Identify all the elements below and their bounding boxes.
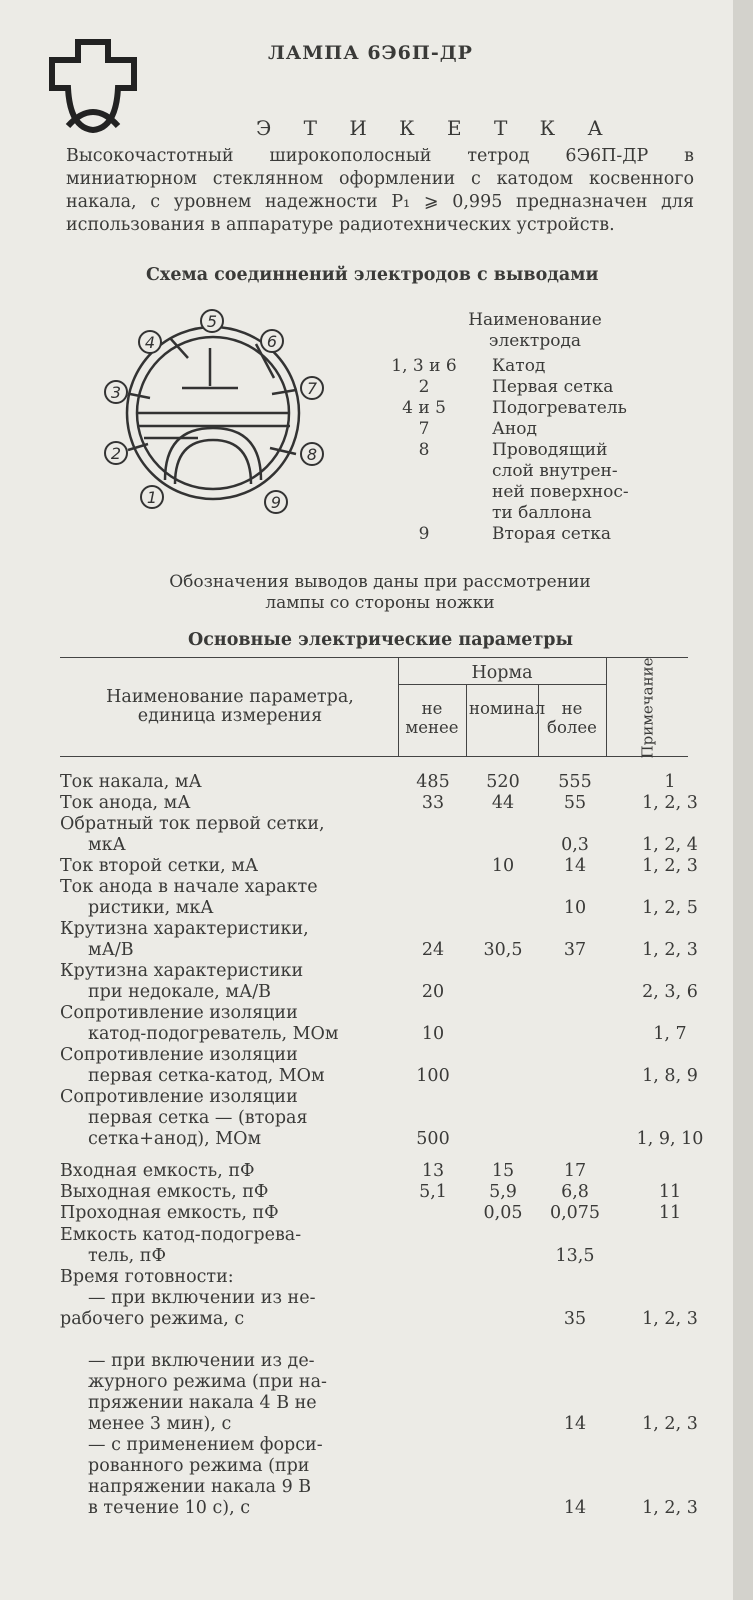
quality-mark-logo	[44, 38, 142, 138]
legend-pins: 1, 3 и 6	[391, 356, 457, 376]
header-note-text: Примечание	[638, 657, 657, 759]
pin-label-6: 6	[266, 332, 278, 351]
nominal-value: 10	[491, 856, 515, 876]
note-value: 1, 2, 4	[642, 835, 698, 855]
header-param-name: Наименование параметра, единица измерения	[106, 687, 354, 726]
param-name-line: первая сетка-катод, МОм	[88, 1066, 325, 1086]
param-name	[60, 793, 191, 814]
note-value: 1, 2, 3	[642, 1414, 698, 1434]
nominal-value: 15	[491, 1161, 515, 1181]
param-name-line: — при включении из не-	[88, 1288, 316, 1308]
header-nom: номинал	[469, 699, 546, 718]
param-name-line: рабочего режима, с	[60, 1309, 245, 1329]
param-name-line: мА/В	[88, 940, 134, 960]
param-name	[60, 814, 325, 856]
table-top-rule	[60, 657, 688, 658]
param-name-line: напряжении накала 9 В	[88, 1477, 312, 1497]
param-name-line: Ток анода в начале характе	[60, 877, 318, 897]
table-col-divider	[466, 684, 467, 756]
param-name	[60, 1351, 327, 1435]
param-name	[60, 1087, 308, 1150]
legend-pins: 7	[418, 419, 430, 439]
legend-electrode: Подогреватель	[492, 398, 627, 418]
param-name	[60, 1161, 255, 1182]
document-title: ЛАМПА 6Э6П-ДР	[268, 42, 473, 64]
param-name-line: в течение 10 с), с	[88, 1498, 251, 1518]
legend-electrode-line: слой внутрен-	[492, 461, 618, 481]
pin-label-2: 2	[110, 444, 122, 463]
note-value: 11	[658, 1203, 682, 1223]
param-name-line: Обратный ток первой сетки,	[60, 814, 325, 834]
param-name	[60, 1203, 279, 1224]
pin-label-3: 3	[110, 383, 122, 402]
param-name-line: сетка+анод), МОм	[88, 1129, 262, 1149]
max-value: 0,3	[561, 835, 589, 855]
pin-label-4: 4	[144, 333, 156, 352]
note-value: 2, 3, 6	[642, 982, 698, 1002]
param-name-line: Выходная емкость, пФ	[60, 1182, 269, 1202]
param-name-line: Ток накала, мА	[60, 772, 202, 792]
note-value: 1, 2, 5	[642, 898, 698, 918]
min-value: 20	[421, 982, 445, 1002]
note-value: 11	[658, 1182, 682, 1202]
param-name-line: Емкость катод-подогрева-	[60, 1225, 302, 1245]
note-value: 1, 2, 3	[642, 793, 698, 813]
note-value: 1, 8, 9	[642, 1066, 698, 1086]
legend-electrode: Анод	[492, 419, 537, 439]
param-name-line: мкА	[88, 835, 126, 855]
note-value: 1, 9, 10	[636, 1129, 704, 1149]
param-name-line: Сопротивление изоляции	[60, 1087, 298, 1107]
note-value: 1, 2, 3	[642, 1309, 698, 1329]
param-name-line: менее 3 мин), с	[88, 1414, 232, 1434]
param-name	[60, 1435, 323, 1519]
min-value: 13	[421, 1161, 445, 1181]
param-name	[60, 1003, 339, 1045]
param-name-line: — с применением форси-	[88, 1435, 323, 1455]
param-name-line: Крутизна характеристики	[60, 961, 304, 981]
header-min: не менее	[405, 699, 459, 737]
param-name	[60, 1267, 315, 1330]
description-paragraph: Высокочастотный широкополосный тетрод 6Э6П-ДР в миниатюрном стеклянном оформлении с катодом косвенного накала, с уровнем надежности P₁ ⩾ 0,995 предназначен для использования в аппаратуре радиотехнических устройств.	[66, 146, 694, 235]
max-value: 14	[563, 1414, 587, 1434]
max-value: 35	[563, 1309, 587, 1329]
param-name-line: тель, пФ	[88, 1246, 166, 1266]
header-max: не более	[547, 699, 597, 737]
note-value: 1, 2, 3	[642, 940, 698, 960]
param-name	[60, 1225, 301, 1267]
nominal-value: 5,9	[489, 1182, 517, 1202]
nominal-value: 44	[491, 793, 515, 813]
param-name	[60, 772, 202, 793]
note-value: 1	[664, 772, 676, 792]
param-name-line: — при включении из де-	[88, 1351, 315, 1371]
header-note	[618, 657, 678, 759]
param-name	[60, 1182, 268, 1203]
table-col-divider	[538, 684, 539, 756]
note-value: 1, 2, 3	[642, 1498, 698, 1518]
param-name-line: Ток анода, мА	[60, 793, 191, 813]
min-value: 33	[421, 793, 445, 813]
min-value: 100	[416, 1066, 450, 1086]
legend-electrode: Катод	[492, 356, 546, 376]
header-norma: Норма	[471, 663, 533, 683]
legend-pins: 8	[418, 440, 430, 460]
param-name-line: пряжении накала 4 В не	[88, 1393, 317, 1413]
param-name-line: первая сетка — (вторая	[88, 1108, 308, 1128]
pin-orientation-note: Обозначения выводов даны при рассмотрении лампы со стороны ножки	[169, 572, 591, 613]
legend-heading: Наименование электрода	[468, 310, 602, 351]
param-name-line: Время готовности:	[60, 1267, 234, 1287]
table-header-rule	[60, 756, 688, 757]
max-value: 55	[563, 793, 587, 813]
legend-electrode: Вторая сетка	[492, 524, 612, 544]
nominal-value: 520	[486, 772, 520, 792]
min-value: 10	[421, 1024, 445, 1044]
param-name-line: Сопротивление изоляции	[60, 1045, 298, 1065]
max-value: 37	[563, 940, 587, 960]
legend-electrode-line: Проводящий	[492, 440, 608, 460]
max-value: 14	[563, 856, 587, 876]
param-name-line: журного режима (при на-	[88, 1372, 327, 1392]
max-value: 13,5	[555, 1246, 595, 1266]
max-value: 14	[563, 1498, 587, 1518]
min-value: 5,1	[419, 1182, 447, 1202]
max-value: 17	[563, 1161, 587, 1181]
param-name-line: ристики, мкА	[88, 898, 214, 918]
pin-label-7: 7	[306, 379, 318, 398]
pin-label-1: 1	[146, 488, 158, 507]
param-name	[60, 1045, 325, 1087]
nominal-value: 30,5	[483, 940, 523, 960]
param-name-line: Ток второй сетки, мА	[60, 856, 259, 876]
param-name-line: Крутизна характеристики,	[60, 919, 309, 939]
note-value: 1, 2, 3	[642, 856, 698, 876]
legend-pins: 2	[418, 377, 430, 397]
nominal-value: 0,05	[483, 1203, 523, 1223]
legend-electrode: Первая сетка	[492, 377, 614, 397]
norma-rule	[398, 684, 606, 685]
max-value: 0,075	[549, 1203, 601, 1223]
min-value: 500	[416, 1129, 450, 1149]
document-subtitle: Э Т И К Е Т К А	[256, 116, 616, 140]
legend-pins: 4 и 5	[402, 398, 446, 418]
min-value: 485	[416, 772, 450, 792]
param-name	[60, 961, 303, 1003]
page-edge	[733, 0, 753, 1600]
pin-diagram	[98, 308, 338, 528]
legend-electrode-line: ней поверхнос-	[492, 482, 629, 502]
pin-label-9: 9	[270, 493, 282, 512]
max-value: 10	[563, 898, 587, 918]
pin-label-8: 8	[306, 445, 318, 464]
param-name	[60, 856, 258, 877]
param-name-line: Проходная емкость, пФ	[60, 1203, 279, 1223]
params-title: Основные электрические параметры	[188, 630, 574, 650]
min-value: 24	[421, 940, 445, 960]
pin-label-5: 5	[206, 312, 218, 331]
param-name-line: Сопротивление изоляции	[60, 1003, 298, 1023]
param-name	[60, 877, 318, 919]
note-value: 1, 7	[653, 1024, 687, 1044]
max-value: 555	[558, 772, 592, 792]
legend-pins: 9	[418, 524, 430, 544]
table-col-divider	[606, 657, 607, 756]
param-name-line: катод-подогреватель, МОм	[88, 1024, 339, 1044]
param-name-line: Входная емкость, пФ	[60, 1161, 255, 1181]
param-name-line: при недокале, мА/В	[88, 982, 272, 1002]
legend-electrode-line: ти баллона	[492, 503, 592, 523]
param-name-line: рованного режима (при	[88, 1456, 310, 1476]
schema-heading: Схема соединнений электродов с выводами	[146, 265, 599, 285]
param-name	[60, 919, 309, 961]
max-value: 6,8	[561, 1182, 589, 1202]
